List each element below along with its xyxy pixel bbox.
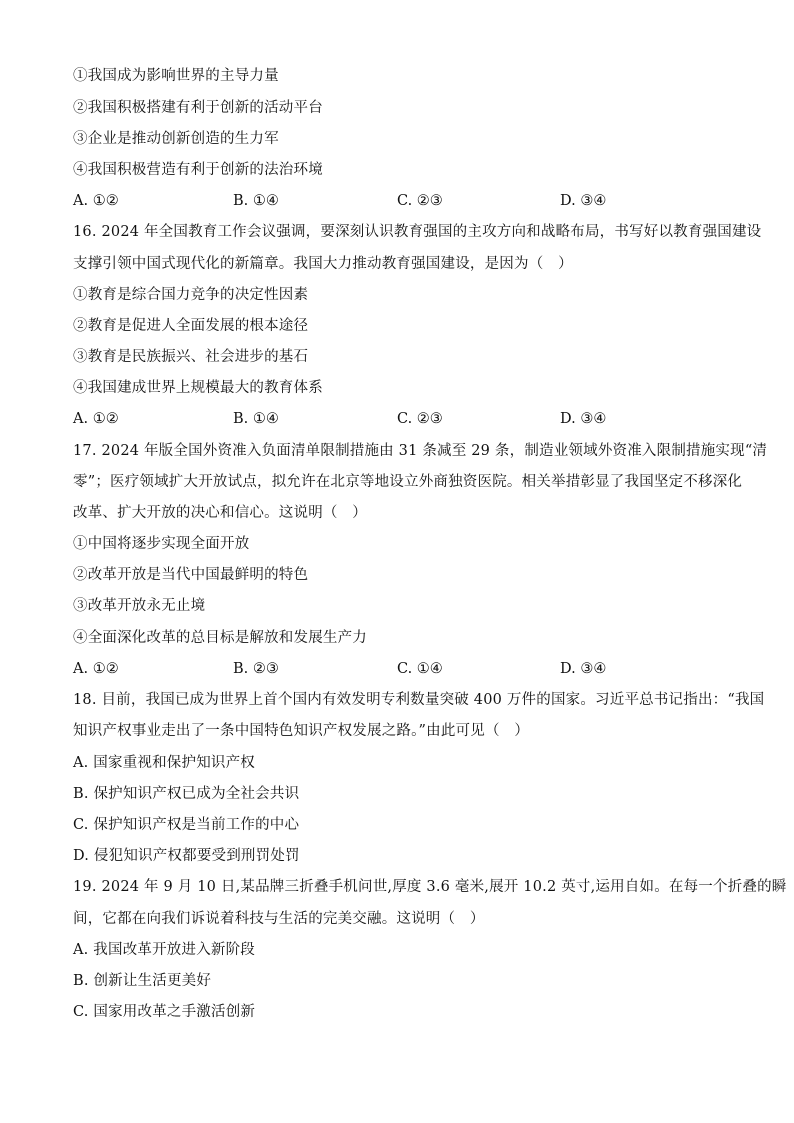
q19-choice-b: B. 创新让生活更美好 (73, 973, 212, 989)
q19-choice-c: C. 国家用改革之手激活创新 (73, 1004, 256, 1020)
q17-option-d: D. ③④ (560, 661, 607, 677)
q16-statement-1: ①教育是综合国力竞争的决定性因素 (73, 287, 309, 303)
q16-option-c: C. ②③ (397, 411, 443, 427)
q19-stem-line-2: 间，它都在向我们诉说着科技与生活的完美交融。这说明（ ） (73, 911, 485, 927)
q16-statement-4: ④我国建成世界上规模最大的教育体系 (73, 380, 323, 396)
q15-statement-4: ④我国积极营造有利于创新的法治环境 (73, 162, 323, 178)
q17-option-a: A. ①② (73, 661, 119, 677)
q18-choice-b: B. 保护知识产权已成为全社会共识 (73, 786, 300, 802)
q18-choice-c: C. 保护知识产权是当前工作的中心 (73, 817, 300, 833)
q18-stem-line-2: 知识产权事业走出了一条中国特色知识产权发展之路。”由此可见（ ） (73, 723, 530, 739)
q16-option-d: D. ③④ (560, 411, 607, 427)
q19-stem-line-1: 19. 2024 年 9 月 10 日,某品牌三折叠手机问世,厚度 3.6 毫米,展开 10.2 英寸,运用自如。在每一个折叠的瞬 (73, 879, 787, 895)
q15-statement-2: ②我国积极搭建有利于创新的活动平台 (73, 100, 323, 116)
q15-option-c: C. ②③ (397, 193, 443, 209)
q15-option-b: B. ①④ (233, 193, 279, 209)
q17-statement-4: ④全面深化改革的总目标是解放和发展生产力 (73, 630, 367, 646)
q17-stem-line-3: 改革、扩大开放的决心和信心。这说明（ ） (73, 505, 367, 521)
q16-option-b: B. ①④ (233, 411, 279, 427)
q17-statement-1: ①中国将逐步实现全面开放 (73, 536, 250, 552)
q17-stem-line-1: 17. 2024 年版全国外资准入负面清单限制措施由 31 条减至 29 条，制造业领域外资准入限制措施实现“清 (73, 443, 768, 459)
q18-choice-a: A. 国家重视和保护知识产权 (73, 755, 255, 771)
q17-stem-line-2: 零”；医疗领域扩大开放试点，拟允许在北京等地设立外商独资医院。相关举措彰显了我国坚定不移深化 (73, 474, 743, 490)
q16-stem-line-2: 支撑引领中国式现代化的新篇章。我国大力推动教育强国建设，是因为（ ） (73, 256, 573, 272)
q15-statement-3: ③企业是推动创新创造的生力军 (73, 131, 279, 147)
q18-stem-line-1: 18. 目前，我国已成为世界上首个国内有效发明专利数量突破 400 万件的国家。习近平总书记指出：“我国 (73, 692, 765, 708)
q16-stem-line-1: 16. 2024 年全国教育工作会议强调，要深刻认识教育强国的主攻方向和战略布局，书写好以教育强国建设 (73, 224, 762, 240)
q18-choice-d: D. 侵犯知识产权都要受到刑罚处罚 (73, 848, 300, 864)
q17-statement-2: ②改革开放是当代中国最鲜明的特色 (73, 567, 309, 583)
q15-statement-1: ①我国成为影响世界的主导力量 (73, 68, 279, 84)
q17-option-b: B. ②③ (233, 661, 279, 677)
q15-option-a: A. ①② (73, 193, 119, 209)
q16-statement-3: ③教育是民族振兴、社会进步的基石 (73, 349, 309, 365)
q17-statement-3: ③改革开放永无止境 (73, 598, 206, 614)
q19-choice-a: A. 我国改革开放进入新阶段 (73, 942, 255, 958)
q15-option-d: D. ③④ (560, 193, 607, 209)
q17-option-c: C. ①④ (397, 661, 443, 677)
q16-statement-2: ②教育是促进人全面发展的根本途径 (73, 318, 309, 334)
q16-option-a: A. ①② (73, 411, 119, 427)
